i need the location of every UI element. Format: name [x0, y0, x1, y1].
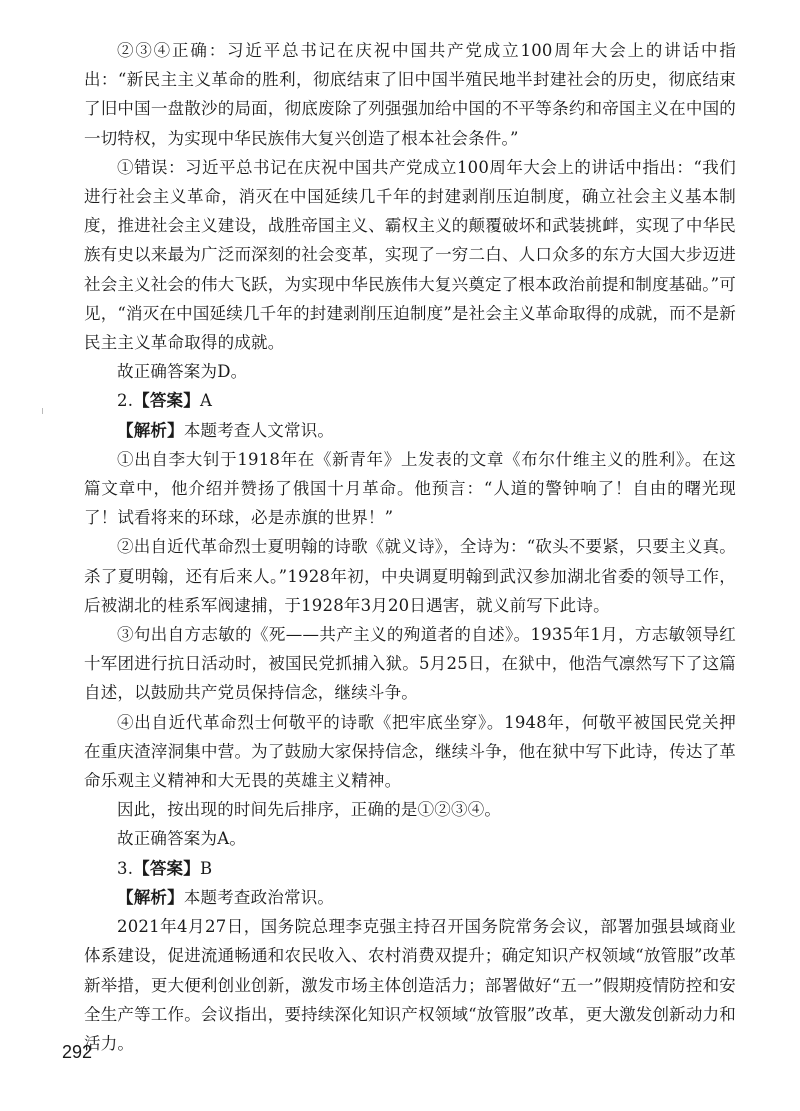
analysis-label: 【解析】	[117, 887, 184, 907]
paragraph-6: ①出自李大钊于1918年在《新青年》上发表的文章《布尔什维主义的胜利》。在这篇文章中，他介绍并赞扬了俄国十月革命。他预言：“人道的警钟响了！自由的曙光现了！试看将来的环球，必是赤旗的世界！”	[84, 449, 736, 528]
question-number: 3.	[117, 858, 134, 878]
analysis-label: 【解析】	[117, 420, 184, 440]
paragraph-8: ③句出自方志敏的《死——共产主义的殉道者的自述》。1935年1月，方志敏领导红十军团进行抗日活动时，被国民党抓捕入狱。5月25日，在狱中，他浩气凛然写下了这篇自述，以鼓励共产党员保持信念，继续斗争。	[84, 625, 736, 703]
paragraph-14: 2021年4月27日，国务院总理李克强主持召开国务院常务会议，部署加强县域商业体系建设，促进流通畅通和农民收入、农村消费双提升；确定知识产权领域“放管服”改革新举措，更大便利创业创新，激发市场主体创造活力；部署做好“五一”假期疫情防控和安全生产等工作。会议指出，要持续深化知识产权领域“放管服”改革，更大激发创新动力和活力。	[84, 917, 736, 1053]
analysis-line-3	[84, 883, 736, 912]
page-number: 292	[62, 1042, 93, 1062]
analysis-text: 本题考查政治常识。	[183, 887, 335, 907]
answer-value: B	[199, 858, 213, 878]
analysis-line-2	[84, 416, 736, 445]
paragraph-10: 因此，按出现的时间先后排序，正确的是①②③④。	[117, 800, 502, 820]
question-number: 2.	[117, 391, 134, 411]
answer-value: A	[199, 391, 213, 411]
paragraph-11: 故正确答案为A。	[117, 829, 247, 849]
paragraph-1: ②③④正确：习近平总书记在庆祝中国共产党成立100周年大会上的讲话中指出：“新民主主义革命的胜利，彻底结束了旧中国半殖民地半封建社会的历史，彻底结束了旧中国一盘散沙的局面，彻底废除了列强强加给中国的不平等条约和帝国主义在中国的一切特权，为实现中华民族伟大复兴创造了根本社会条件。”	[84, 41, 736, 148]
answer-line-2	[84, 386, 736, 415]
paragraph-3: 故正确答案为D。	[117, 362, 248, 382]
answer-label: 【答案】	[133, 391, 200, 411]
paragraph-2: ①错误：习近平总书记在庆祝中国共产党成立100周年大会上的讲话中指出：“我们进行社会主义革命，消灭在中国延续几千年的封建剥削压迫制度，确立社会主义基本制度，推进社会主义建设，战胜帝国主义、霸权主义的颠覆破坏和武装挑衅，实现了中华民族有史以来最为广泛而深刻的社会变革，实现了一穷二白、人口众多的东方大国大步迈进社会主义社会的伟大飞跃，为实现中华民族伟大复兴奠定了根本政治前提和制度基础。”可见，“消灭在中国延续几千年的封建剥削压迫制度”是社会主义革命取得的成就，而不是新民主主义革命取得的成就。	[84, 157, 736, 353]
page-content	[84, 36, 736, 1058]
paragraph-9: ④出自近代革命烈士何敬平的诗歌《把牢底坐穿》。1948年，何敬平被国民党关押在重庆渣滓洞集中营。为了鼓励大家保持信念，继续斗争，他在狱中写下此诗，传达了革命乐观主义精神和大无畏的英雄主义精神。	[84, 712, 736, 791]
answer-label: 【答案】	[133, 858, 200, 878]
answer-line-3	[84, 854, 736, 883]
margin-mark	[42, 408, 43, 414]
analysis-text: 本题考查人文常识。	[183, 420, 335, 440]
paragraph-7: ②出自近代革命烈士夏明翰的诗歌《就义诗》，全诗为：“砍头不要紧，只要主义真。杀了夏明翰，还有后来人。”1928年初，中央调夏明翰到武汉参加湖北省委的领导工作，后被湖北的桂系军阀逮捕，于1928年3月20日遇害，就义前写下此诗。	[84, 537, 736, 615]
